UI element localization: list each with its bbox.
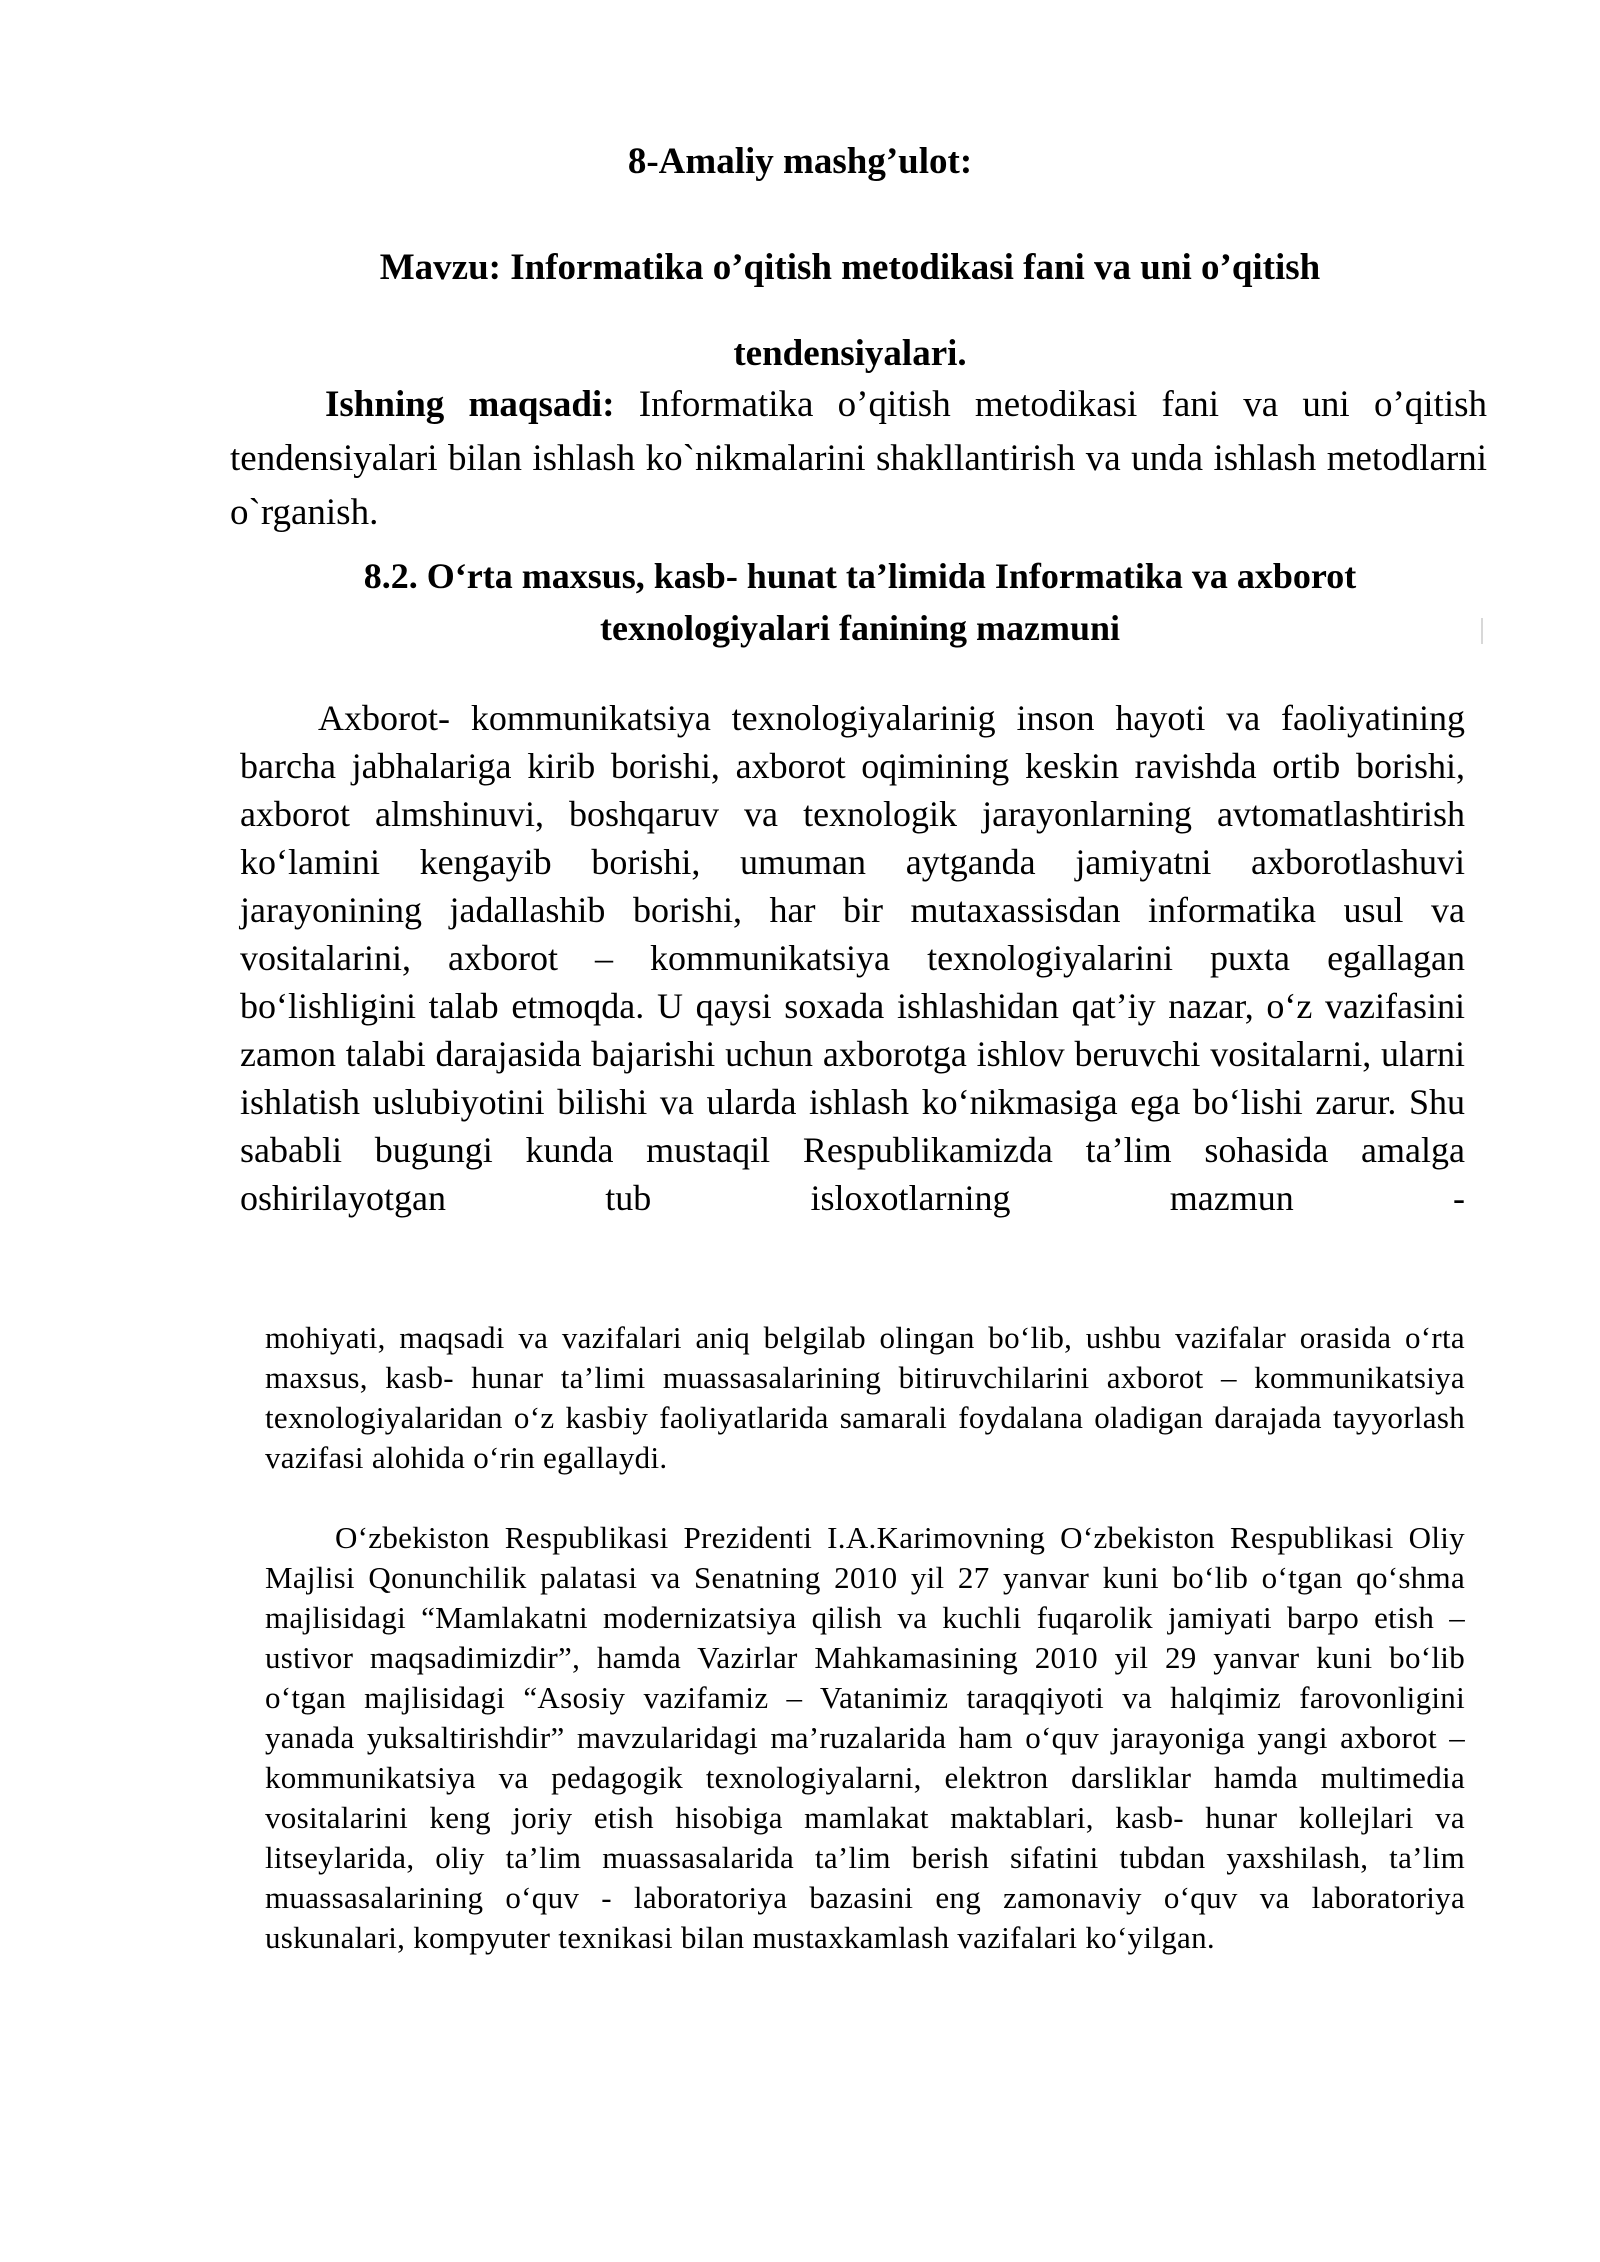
text-cursor-mark — [1481, 618, 1483, 644]
section-heading: 8.2. O‘rta maxsus, kasb- hunat ta’limida Informatika va axborot texnologiyalari fanining mazmuni — [363, 556, 1357, 648]
page-title: 8-Amaliy mashg’ulot: — [627, 141, 973, 182]
body-paragraph-3: O‘zbekiston Respublikasi Prezidenti I.A.Karimovning O‘zbekiston Respublikasi Oliy Majlisi Qonunchilik palatasi va Senatning 2010 yil 27 yanvar kuni bo‘lib o‘tgan qo‘shma majlisidagi “Mamlakatni modernizatsiya qilish va kuchli fuqarolik jamiyati barpo etish – ustivor maqsadimizdir”, hamda Vazirlar Mahkamasining 2010 yil 29 yanvar kuni bo‘lib o‘tgan majlisidagi “Asosiy vazifamiz – Vatanimiz taraqqiyoti va halqimiz farovonligini yanada yuksaltirishdir” mavzularidagi ma’ruzalarida ham o‘quv jarayoniga yangi axborot – kommunikatsiya va pedagogik texnologiyalarni, elektron darsliklar hamda multimedia vositalarini keng joriy etish hisobiga mamlakat maktablari, kasb- hunar kollejlari va litseylarida, oliy ta’lim muassasalarida ta’lim berish sifatini tubdan yaxshilash, ta’lim muassasalarining o‘quv - laboratoriya bazasini eng zamonaviy o‘quv va laboratoriya uskunalari, kompyuter texnikasi bilan mustaxkamlash vazifalari ko‘yilgan. — [265, 1520, 1465, 1955]
body-paragraph-1: Axborot- kommunikatsiya texnologiyalarinig inson hayoti va faoliyatining barcha jabhalariga kirib borishi, axborot oqimining keskin ravishda ortib borishi, axborot almshinuvi, boshqaruv va texnologik jarayonlarning avtomatlashtirish ko‘lamini kengayib borishi, umuman aytganda jamiyatni axborotlashuvi jarayonining jadallashib borishi, har bir mutaxassisdan informatika usul va vositalarini, axborot – kommunikatsiya texnologiyalarini puxta egallagan bo‘lishligini talab etmoqda. U qaysi soxada ishlashidan qat’iy nazar, o‘z vazifasini zamon talabi darajasida bajarishi uchun axborotga ishlov beruvchi vositalarni, ularni ishlatish uslubiyotini bilishi va ularda ishlash ko‘nikmasiga ega bo‘lishi zarur. Shu sababli bugungi kunda mustaqil Respublikamizda ta’lim sohasida amalga oshirilayotgan tub isloxotlarning mazmun - — [240, 698, 1465, 1218]
goal-label: Ishning maqsadi: — [325, 384, 615, 425]
body-paragraph-2: mohiyati, maqsadi va vazifalari aniq belgilab olingan bo‘lib, ushbu vazifalar orasida o‘rta maxsus, kasb- hunar ta’limi muassasalarining bitiruvchilarini axborot – kommunikatsiya texnologiyalaridan o‘z kasbiy faoliyatlarida samarali foydalana oladigan darajada tayyorlash vazifasi alohida o‘rin egallaydi. — [265, 1320, 1465, 1475]
goal-text: Informatika o’qitish metodikasi fani va uni o’qitish tendensiyalari bilan ishlash ko`nikmalarini shakllantirish va unda ishlash metodlarni o`rganish. — [230, 384, 1487, 533]
topic-heading: Mavzu: Informatika o’qitish metodikasi fani va uni o’qitish tendensiyalari. — [379, 247, 1321, 374]
goal-paragraph — [230, 378, 1487, 540]
